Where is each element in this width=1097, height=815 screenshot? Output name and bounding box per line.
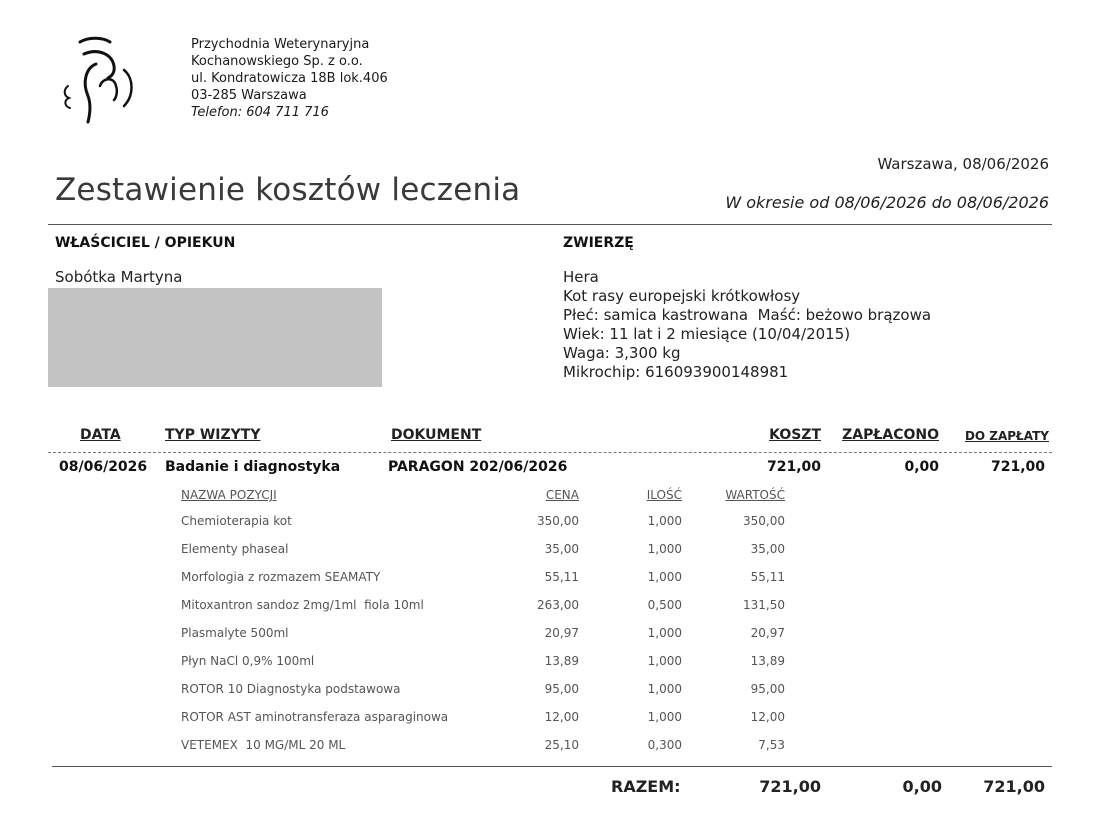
item-name: VETEMEX 10 MG/ML 20 ML bbox=[181, 738, 346, 752]
item-name: Morfologia z rozmazem SEAMATY bbox=[181, 570, 381, 584]
clinic-city: 03-285 Warszawa bbox=[191, 88, 307, 103]
animal-age: Wiek: 11 lat i 2 miesiące (10/04/2015) bbox=[563, 325, 851, 343]
item-value: 20,97 bbox=[750, 626, 785, 640]
item-row bbox=[0, 654, 1097, 676]
item-qty: 1,000 bbox=[647, 654, 682, 668]
item-name: Plasmalyte 500ml bbox=[181, 626, 289, 640]
item-qty: 1,000 bbox=[647, 682, 682, 696]
item-price: 20,97 bbox=[544, 626, 579, 640]
item-price: 350,00 bbox=[537, 514, 579, 528]
item-row bbox=[0, 710, 1097, 732]
clinic-street: ul. Kondratowicza 18B lok.406 bbox=[191, 71, 388, 86]
clinic-info bbox=[191, 36, 388, 121]
item-price: 55,11 bbox=[544, 570, 579, 584]
item-row bbox=[0, 542, 1097, 564]
header-divider bbox=[48, 224, 1052, 225]
column-header-type: TYP WIZYTY bbox=[165, 427, 261, 443]
item-name: Elementy phaseal bbox=[181, 542, 289, 556]
item-name: Płyn NaCl 0,9% 100ml bbox=[181, 654, 315, 668]
item-header-price: CENA bbox=[545, 488, 579, 502]
item-value: 95,00 bbox=[750, 682, 785, 696]
item-qty: 1,000 bbox=[647, 626, 682, 640]
item-row bbox=[0, 626, 1097, 648]
item-qty: 0,500 bbox=[647, 598, 682, 612]
item-qty: 1,000 bbox=[647, 710, 682, 724]
owner-heading: WŁAŚCICIEL / OPIEKUN bbox=[55, 235, 236, 251]
totals-label: RAZEM: bbox=[611, 777, 681, 796]
animal-heading: ZWIERZĘ bbox=[563, 235, 634, 251]
table-header-divider bbox=[48, 452, 1052, 453]
item-value: 35,00 bbox=[750, 542, 785, 556]
item-name: ROTOR AST aminotransferaza asparaginowa bbox=[181, 710, 449, 724]
column-header-paid: ZAPŁACONO bbox=[842, 427, 939, 443]
item-row bbox=[0, 570, 1097, 592]
item-price: 13,89 bbox=[544, 654, 579, 668]
column-header-due: DO ZAPŁATY bbox=[964, 429, 1049, 443]
item-value: 55,11 bbox=[750, 570, 785, 584]
item-value: 131,50 bbox=[743, 598, 785, 612]
item-price: 35,00 bbox=[544, 542, 579, 556]
page-title: Zestawienie kosztów leczenia bbox=[55, 172, 521, 208]
visit-paid: 0,00 bbox=[904, 459, 939, 475]
column-header-cost: KOSZT bbox=[769, 427, 821, 443]
item-name: Chemioterapia kot bbox=[181, 514, 292, 528]
item-value: 7,53 bbox=[758, 738, 785, 752]
item-price: 95,00 bbox=[544, 682, 579, 696]
clinic-phone: Telefon: 604 711 716 bbox=[191, 105, 329, 120]
visit-date: 08/06/2026 bbox=[59, 459, 148, 475]
clinic-company: Kochanowskiego Sp. z o.o. bbox=[191, 54, 363, 69]
animal-breed: Kot rasy europejski krótkowłosy bbox=[563, 287, 801, 305]
clinic-name: Przychodnia Weterynaryjna bbox=[191, 37, 370, 52]
place-date: Warszawa, 08/06/2026 bbox=[877, 155, 1049, 173]
totals-divider bbox=[52, 766, 1052, 767]
item-header-name: NAZWA POZYCJI bbox=[181, 488, 277, 502]
owner-name: Sobótka Martyna bbox=[55, 268, 183, 286]
column-header-date: DATA bbox=[80, 427, 121, 443]
redacted-owner-details bbox=[48, 288, 382, 387]
animal-name: Hera bbox=[563, 268, 599, 286]
item-value: 13,89 bbox=[750, 654, 785, 668]
item-price: 263,00 bbox=[537, 598, 579, 612]
item-qty: 1,000 bbox=[647, 514, 682, 528]
item-price: 25,10 bbox=[544, 738, 579, 752]
item-row bbox=[0, 738, 1097, 760]
item-price: 12,00 bbox=[544, 710, 579, 724]
item-header-value: WARTOŚĆ bbox=[725, 488, 785, 502]
period-range: W okresie od 08/06/2026 do 08/06/2026 bbox=[725, 193, 1049, 212]
totals-due: 721,00 bbox=[983, 777, 1045, 796]
item-qty: 1,000 bbox=[647, 570, 682, 584]
column-header-document: DOKUMENT bbox=[391, 427, 482, 443]
item-name: Mitoxantron sandoz 2mg/1ml fiola 10ml bbox=[181, 598, 424, 612]
item-header-qty: ILOŚĆ bbox=[646, 488, 682, 502]
clinic-logo-icon bbox=[58, 34, 142, 126]
item-qty: 1,000 bbox=[647, 542, 682, 556]
animal-sex-color: Płeć: samica kastrowana Maść: beżowo brązowa bbox=[563, 306, 932, 324]
visit-document: PARAGON 202/06/2026 bbox=[388, 459, 568, 475]
animal-weight: Waga: 3,300 kg bbox=[563, 344, 681, 362]
item-value: 12,00 bbox=[750, 710, 785, 724]
item-qty: 0,300 bbox=[647, 738, 682, 752]
visit-cost: 721,00 bbox=[766, 459, 821, 475]
item-row bbox=[0, 514, 1097, 536]
visit-due: 721,00 bbox=[990, 459, 1045, 475]
item-row bbox=[0, 682, 1097, 704]
animal-chip: Mikrochip: 616093900148981 bbox=[563, 363, 789, 381]
item-name: ROTOR 10 Diagnostyka podstawowa bbox=[181, 682, 401, 696]
visit-type: Badanie i diagnostyka bbox=[165, 459, 341, 475]
item-value: 350,00 bbox=[743, 514, 785, 528]
animal-info bbox=[563, 268, 931, 382]
totals-cost: 721,00 bbox=[759, 777, 821, 796]
totals-paid: 0,00 bbox=[902, 777, 942, 796]
item-row bbox=[0, 598, 1097, 620]
